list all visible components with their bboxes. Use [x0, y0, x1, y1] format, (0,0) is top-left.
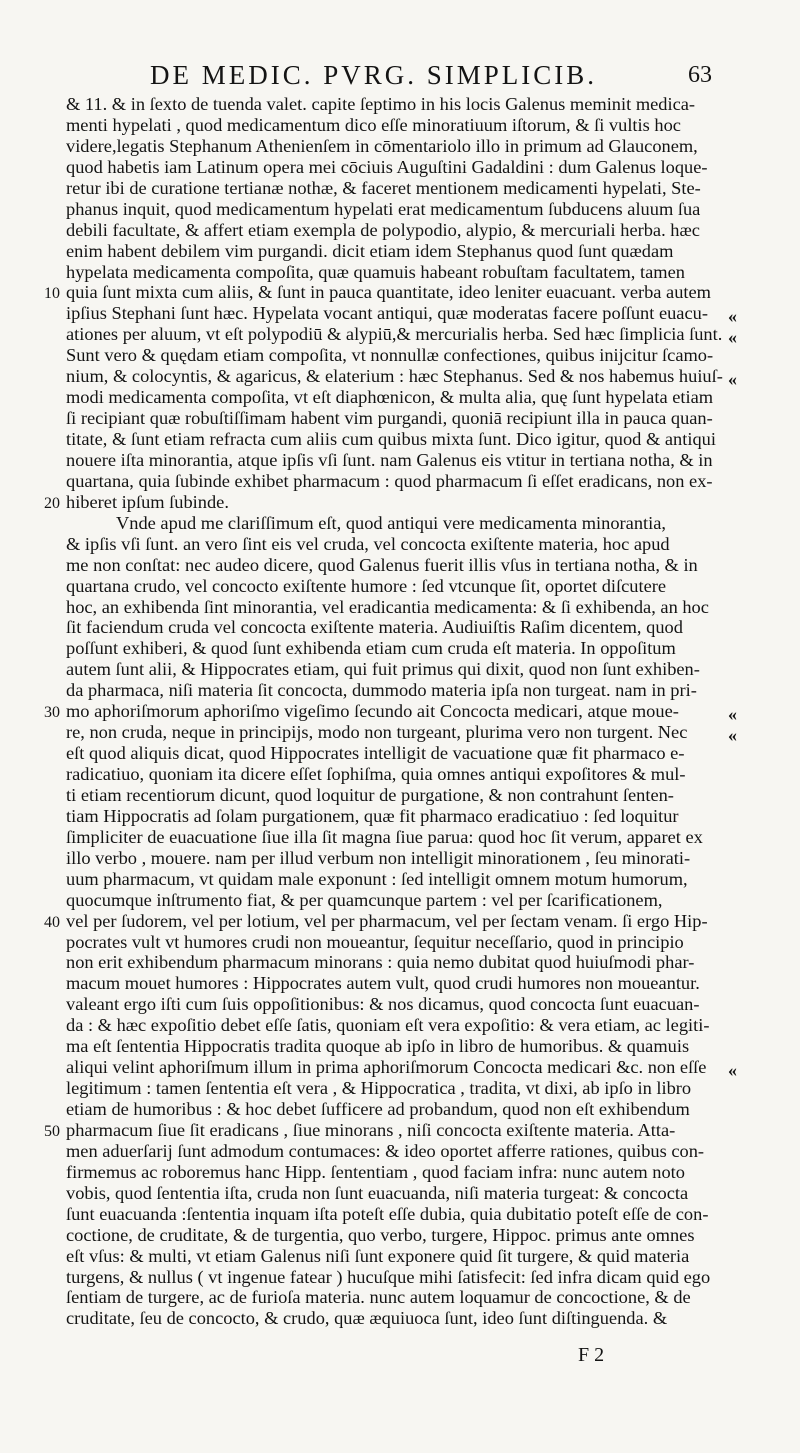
- line-text: nouere iſta minorantia, atque ipſis vſi ſunt. nam Galenus eis vtitur in tertiana notha, & in: [66, 449, 713, 470]
- line-text: aliqui velint aphoriſmum illum in prima aphoriſmorum Concocta medicari &c. non eſſe: [66, 1057, 707, 1078]
- line-text: ipſius Stephani ſunt hæc. Hypelata vocant antiqui, quæ moderatas facere poſſunt euacu-: [66, 303, 708, 324]
- text-line: [66, 1141, 728, 1162]
- line-text: debili facultate, & affert etiam exempla de polypodio, alypio, & mercuriali herba. hæc: [66, 219, 700, 240]
- line-text: eſt quod aliquis dicat, quod Hippocrates intelligit de vacuatione quæ fit pharmaco e-: [66, 743, 685, 764]
- text-line: [66, 555, 728, 576]
- text-line: [66, 869, 728, 890]
- text-line: [66, 827, 728, 848]
- text-line: [44, 491, 728, 513]
- line-text: me non conſtat: nec audeo dicere, quod Galenus fuerit illis vſus in tertiana notha, & in: [66, 554, 698, 575]
- line-text: eſt vſus: & multi, vt etiam Galenus niſi ſunt exponere quid ſit turgere, & quid materia: [66, 1245, 690, 1266]
- line-text: Vnde apud me clariſſimum eſt, quod antiqui vere medicamenta minorantia,: [116, 512, 667, 533]
- quotation-mark: «: [728, 1060, 737, 1081]
- line-text: quocumque inſtrumento fiat, & per quamcunque partem : vel per ſcarificationem,: [66, 889, 663, 910]
- line-text: legitimum : tamen ſententia eſt vera , & Hippocratica , tradita, vt dixi, ab ipſo in libro: [66, 1078, 692, 1099]
- quotation-mark: «: [728, 725, 737, 746]
- line-text: menti hypelati , quod medicamentum dico eſſe minoratiuum iſtorum, & ſi vultis hoc: [66, 114, 681, 135]
- text-line: [66, 890, 728, 911]
- line-text: macum mouet humores : Hippocrates autem vult, quod crudi humores non moueantur.: [66, 973, 700, 994]
- text-line: [66, 1287, 728, 1308]
- line-text: cruditate, ſeu de concocto, & crudo, quæ æquiuoca ſunt, ideo ſunt diſtinguenda. &: [66, 1308, 668, 1329]
- signature-mark: F 2: [578, 1344, 605, 1366]
- text-line: [66, 324, 737, 348]
- text-line: [66, 722, 737, 746]
- text-line: [66, 471, 728, 492]
- text-line: [66, 659, 728, 680]
- line-text: vel per ſudorem, vel per lotium, vel per pharmacum, vel per ſectam venam. ſi ergo Hip-: [66, 910, 708, 931]
- line-text: men aduerſarij ſunt admodum contumaces: & ideo oportet afferre rationes, quibus con-: [66, 1140, 705, 1161]
- text-line: [66, 1183, 728, 1204]
- text-line: [66, 785, 728, 806]
- text-line: [66, 262, 728, 283]
- line-text: poſſunt exhiberi, & quod ſunt exhibenda etiam cum cruda eſt materia. In oppoſitum: [66, 638, 676, 659]
- text-line: [66, 115, 728, 136]
- text-line: [66, 1204, 728, 1225]
- line-text: videre,legatis Stephanum Athenienſem in cōmentariolo illo in primum ad Glauconem,: [66, 135, 698, 156]
- text-line: [66, 1308, 728, 1329]
- text-line: [66, 157, 728, 178]
- text-line: [66, 806, 728, 827]
- line-text: hoc, an exhibenda ſint minorantia, vel eradicantia medicamenta: & ſi exhibenda, an hoc: [66, 596, 709, 617]
- line-text: pocrates vult vt humores crudi non moueantur, ſequitur neceſſario, quod in principio: [66, 931, 684, 952]
- text-line: [66, 94, 728, 115]
- text-line: [44, 701, 737, 725]
- line-number: 50: [44, 1122, 60, 1140]
- line-text: non erit exhibendum pharmacum minorans : quia nemo dubitat quod huiuſmodi phar-: [66, 952, 695, 973]
- line-text: ſit faciendum cruda vel concocta exiſtente materia. Audiuiſtis Raſim dicentem, quod: [66, 617, 683, 638]
- line-text: ſimpliciter de euacuatione ſiue illa ſit magna ſiue parua: quod hoc ſit verum, apparet ex: [66, 826, 703, 847]
- line-text: da pharmaca, niſi materia ſit concocta, dummodo materia ipſa non turgeat. nam in pri-: [66, 680, 697, 701]
- line-text: coctione, de cruditate, & de turgentia, quo verbo, turgere, Hippoc. primus ante omnes: [66, 1224, 695, 1245]
- text-line: [66, 1225, 728, 1246]
- line-number: 30: [44, 704, 60, 722]
- text-line: [66, 932, 728, 953]
- page-number: 63: [688, 62, 712, 88]
- line-text: mo aphoriſmorum aphoriſmo vigeſimo ſecundo ait Concocta medicari, atque moue-: [66, 701, 679, 722]
- quotation-mark: «: [728, 306, 737, 327]
- text-line: [66, 576, 728, 597]
- line-number: 10: [44, 285, 60, 303]
- line-text: ma eſt ſententia Hippocratis tradita quoque ab ipſo in libro de humoribus. & quamuis: [66, 1036, 690, 1057]
- text-line: [66, 136, 728, 157]
- line-text: hypelata medicamenta compoſita, quæ quamuis habeant robuſtam facultatem, tamen: [66, 261, 685, 282]
- line-text: quartana crudo, vel concocto exiſtente humore : ſed vtcunque ſit, oportet diſcutere: [66, 575, 667, 596]
- text-line: [66, 450, 728, 471]
- text-line: [66, 534, 728, 555]
- line-text: retur ibi de curatione tertianæ nothæ, & faceret mentionem medicamenti hypelati, Ste-: [66, 177, 701, 198]
- line-text: ſentiam de turgere, ac de furioſa materia. nunc autem loquamur de concoctione, & de: [66, 1287, 691, 1308]
- text-line: [66, 303, 737, 327]
- line-text: & ipſis vſi ſunt. an vero ſint eis vel cruda, vel concocta exiſtente materia, hoc apud: [66, 533, 670, 554]
- line-text: hiberet ipſum ſubinde.: [66, 491, 229, 512]
- text-line: [66, 848, 728, 869]
- line-text: re, non cruda, neque in principijs, modo non turgeant, plurima vero non turgent. Nec: [66, 722, 688, 743]
- text-line: [66, 1015, 728, 1036]
- text-line: [66, 638, 728, 659]
- text-line: [66, 994, 728, 1015]
- text-line: [44, 1119, 728, 1141]
- text-line: [66, 220, 728, 241]
- line-text: tiam Hippocratis ad ſolam purgationem, quæ fit pharmaco eradicatiuo : ſed loquitur: [66, 805, 679, 826]
- line-number: 20: [44, 494, 60, 512]
- line-text: enim habent debilem vim purgandi. dicit etiam idem Stephanus quod ſunt quædam: [66, 240, 674, 261]
- running-title: DE MEDIC. PVRG. SIMPLICIB.: [150, 60, 598, 90]
- quotation-mark: «: [728, 327, 737, 348]
- line-text: illo verbo , mouere. nam per illud verbum non intelligit minorationem , ſeu minorati-: [66, 847, 691, 868]
- text-line: [66, 1057, 737, 1081]
- line-text: pharmacum ſiue ſit eradicans , ſiue minorans , niſi concocta exiſtente materia. Atta-: [66, 1119, 676, 1140]
- text-line: [66, 429, 728, 450]
- line-text: ſunt euacuanda :ſententia inquam iſta poteſt eſſe dubia, quia dubitatio poteſt eſſe de con-: [66, 1203, 709, 1224]
- line-text: da : & hæc expoſitio debet eſſe ſatis, quoniam eſt vera expoſitio: & vera etiam, ac legiti-: [66, 1015, 710, 1036]
- text-line: [66, 973, 728, 994]
- quotation-mark: «: [728, 704, 737, 725]
- body-text: [44, 94, 737, 1329]
- line-text: firmemus ac roboremus hanc Hipp. ſententiam , quod faciam infra: nunc autem noto: [66, 1161, 685, 1182]
- line-text: phanus inquit, quod medicamentum hypelati erat medicamentum ſubducens aluum ſua: [66, 198, 701, 219]
- line-text: quod habetis iam Latinum opera mei cōciuis Auguſtini Gadaldini : dum Galenus loque-: [66, 156, 708, 177]
- text-line: [66, 1246, 728, 1267]
- line-text: ſi recipiant quæ robuſtiſſimam habent vim purgandi, quoniā recipiunt illa in pauca quan-: [66, 408, 713, 429]
- text-line: [66, 513, 728, 534]
- line-text: turgens, & nullus ( vt ingenue fatear ) hucuſque mihi ſatisfecit: ſed infra dicam quid ego: [66, 1266, 711, 1287]
- text-line: [66, 1036, 728, 1057]
- quotation-mark: «: [728, 369, 737, 390]
- text-line: [66, 241, 728, 262]
- line-text: valeant ergo iſti cum ſuis oppoſitionibus: & nos dicamus, quod concocta ſunt euacuan-: [66, 994, 700, 1015]
- line-text: vobis, quod ſententia iſta, cruda non ſunt euacuanda, niſi materia turgeat: & concocta: [66, 1182, 689, 1203]
- line-text: quartana, quia ſubinde exhibet pharmacum : quod pharmacum ſi eſſet eradicans, non ex-: [66, 470, 713, 491]
- line-text: radicatiuo, quoniam ita dicere eſſet ſophiſma, quia omnes antiqui expoſitores & mul-: [66, 764, 686, 784]
- text-line: [66, 408, 728, 429]
- line-number: 40: [44, 913, 60, 931]
- line-text: quia ſunt mixta cum aliis, & ſunt in pauca quantitate, ideo leniter euacuant. verba autem: [66, 282, 711, 303]
- line-text: etiam de humoribus : & hoc debet ſufficere ad probandum, quod non eſt exhibendum: [66, 1099, 690, 1119]
- line-text: Sunt vero & quędam etiam compoſita, vt nonnullæ confectiones, quibus inijcitur ſcamo-: [66, 345, 714, 366]
- text-line: [66, 387, 728, 408]
- text-line: [66, 1267, 728, 1288]
- line-text: ationes per aluum, vt eſt polypodiū & alypiū,& mercurialis herba. Sed hæc ſimplicia ſunt.: [66, 324, 723, 345]
- text-line: [66, 1162, 728, 1183]
- text-line: [66, 199, 728, 220]
- text-line: [66, 178, 728, 199]
- text-line: [66, 743, 728, 764]
- text-line: [66, 680, 728, 701]
- text-line: [66, 366, 737, 390]
- line-text: ti etiam recentiorum dicunt, quod loquitur de purgatione, & non contrahunt ſenten-: [66, 784, 674, 805]
- line-text: titate, & ſunt etiam refracta cum aliis cum quibus mixta ſunt. Dico igitur, quod & antiqui: [66, 429, 716, 449]
- line-text: autem ſunt alii, & Hippocrates etiam, qui fuit primus qui dixit, quod non ſunt exhiben-: [66, 659, 700, 680]
- text-line: [66, 617, 728, 638]
- line-text: nium, & colocyntis, & agaricus, & elaterium : hæc Stephanus. Sed & nos habemus huiuſ-: [66, 366, 723, 387]
- line-text: uum pharmacum, vt quidam male exponunt : ſed intelligit omnem motum humorum,: [66, 868, 688, 889]
- text-line: [66, 597, 728, 618]
- text-line: [66, 345, 728, 366]
- text-line: [66, 764, 728, 785]
- text-line: [44, 910, 728, 932]
- text-line: [44, 282, 728, 303]
- text-line: [66, 1078, 728, 1099]
- text-line: [66, 1099, 728, 1120]
- text-line: [66, 952, 728, 973]
- line-text: & 11. & in ſexto de tuenda valet. capite ſeptimo in his locis Galenus meminit medica-: [66, 94, 696, 114]
- line-text: modi medicamenta compoſita, vt eſt diaphœnicon, & multa alia, quę ſunt hypelata etiam: [66, 387, 714, 408]
